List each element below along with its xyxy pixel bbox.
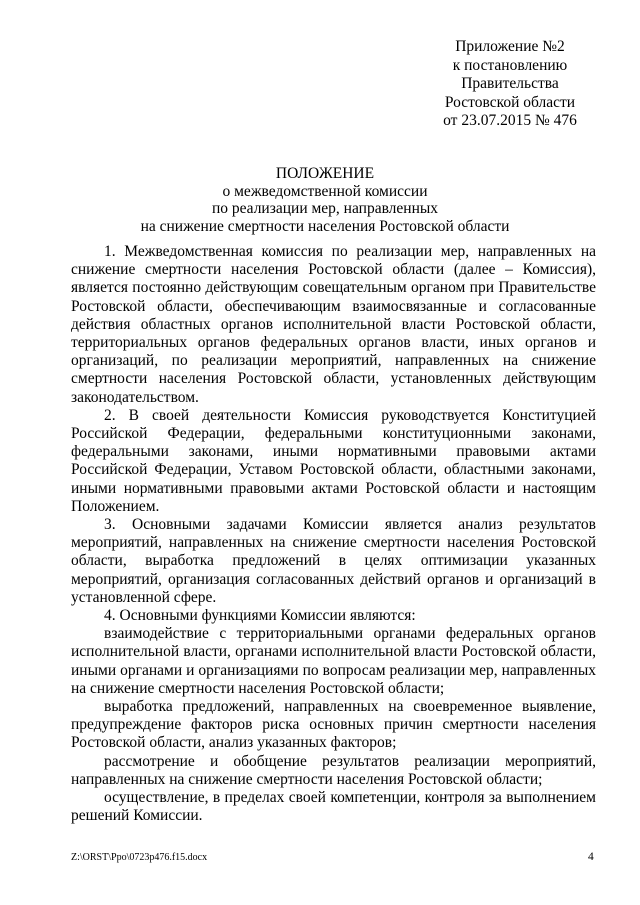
appendix-line: Приложение №2 <box>455 38 565 55</box>
paragraph-3: 3. Основными задачами Комиссии является анализ результатов мероприятий, направленных на снижение смертности населения Ростовской области, выработка предложений в целях оптимизации указанных мероприятий, организация согласованных действий органов и организаций в установленной сфере. <box>71 516 596 606</box>
appendix-block <box>420 38 600 131</box>
function-item: осуществление, в пределах своей компетенции, контроля за выполнением решений Комиссии. <box>71 789 596 825</box>
title-heading: ПОЛОЖЕНИЕ <box>275 165 375 182</box>
footer-file-path: Z:\ORST\Ppo\0723p476.f15.docx <box>71 852 208 863</box>
function-item: рассмотрение и обобщение результатов реализации мероприятий, направленных на снижение смертности населения Ростовской области; <box>71 752 596 788</box>
title-subtitle-line: по реализации мер, направленных <box>211 200 439 217</box>
title-subtitle-line: о межведомственной комиссии <box>222 182 428 200</box>
paragraph-1: 1. Межведомственная комиссия по реализации мер, направленных на снижение смертности населения Ростовской области (далее – Комиссия), является постоянно действующим совещательным органом при Правительстве Ростовской области, обеспечивающим взаимосвязанные и согласованные действия областных органов исполнительной власти Ростовской области, территориальных органов федеральных органов власти, иных органов и организаций, по реализации мероприятий, направленных на снижение смертности населения Ростовской области, установленных действующим законодательством. <box>71 243 596 406</box>
appendix-line: Ростовской области <box>444 93 576 111</box>
paragraph-2: 2. В своей деятельности Комиссия руководствуется Конституцией Российской Федерации, федеральными конституционными законами, федеральными законами, иными нормативными правовыми актами Российской Федерации, Уставом Ростовской области, областными законами, иными нормативными правовыми актами Ростовской области и настоящим Положением. <box>71 406 596 515</box>
appendix-line: Правительства <box>461 75 559 92</box>
function-item: выработка предложений, направленных на своевременное выявление, предупреждение факторов риска основных причин смертности населения Ростовской области, анализ указанных факторов; <box>71 698 596 752</box>
appendix-line: от 23.07.2015 № 476 <box>443 112 577 129</box>
appendix-line: к постановлению <box>452 56 568 74</box>
paragraph-4: 4. Основными функциями Комиссии являются: <box>104 607 416 625</box>
document-body <box>71 243 596 826</box>
function-item: взаимодействие с территориальными органами федеральных органов исполнительной власти, органами исполнительной власти Ростовской области, иными органами и организациями по вопросам реализации мер, направленных на снижение смертности населения Ростовской области; <box>71 625 596 697</box>
page-number: 4 <box>588 851 594 863</box>
title-subtitle-line: на снижение смертности населения Ростовской области <box>140 217 510 235</box>
document-title <box>120 165 530 235</box>
